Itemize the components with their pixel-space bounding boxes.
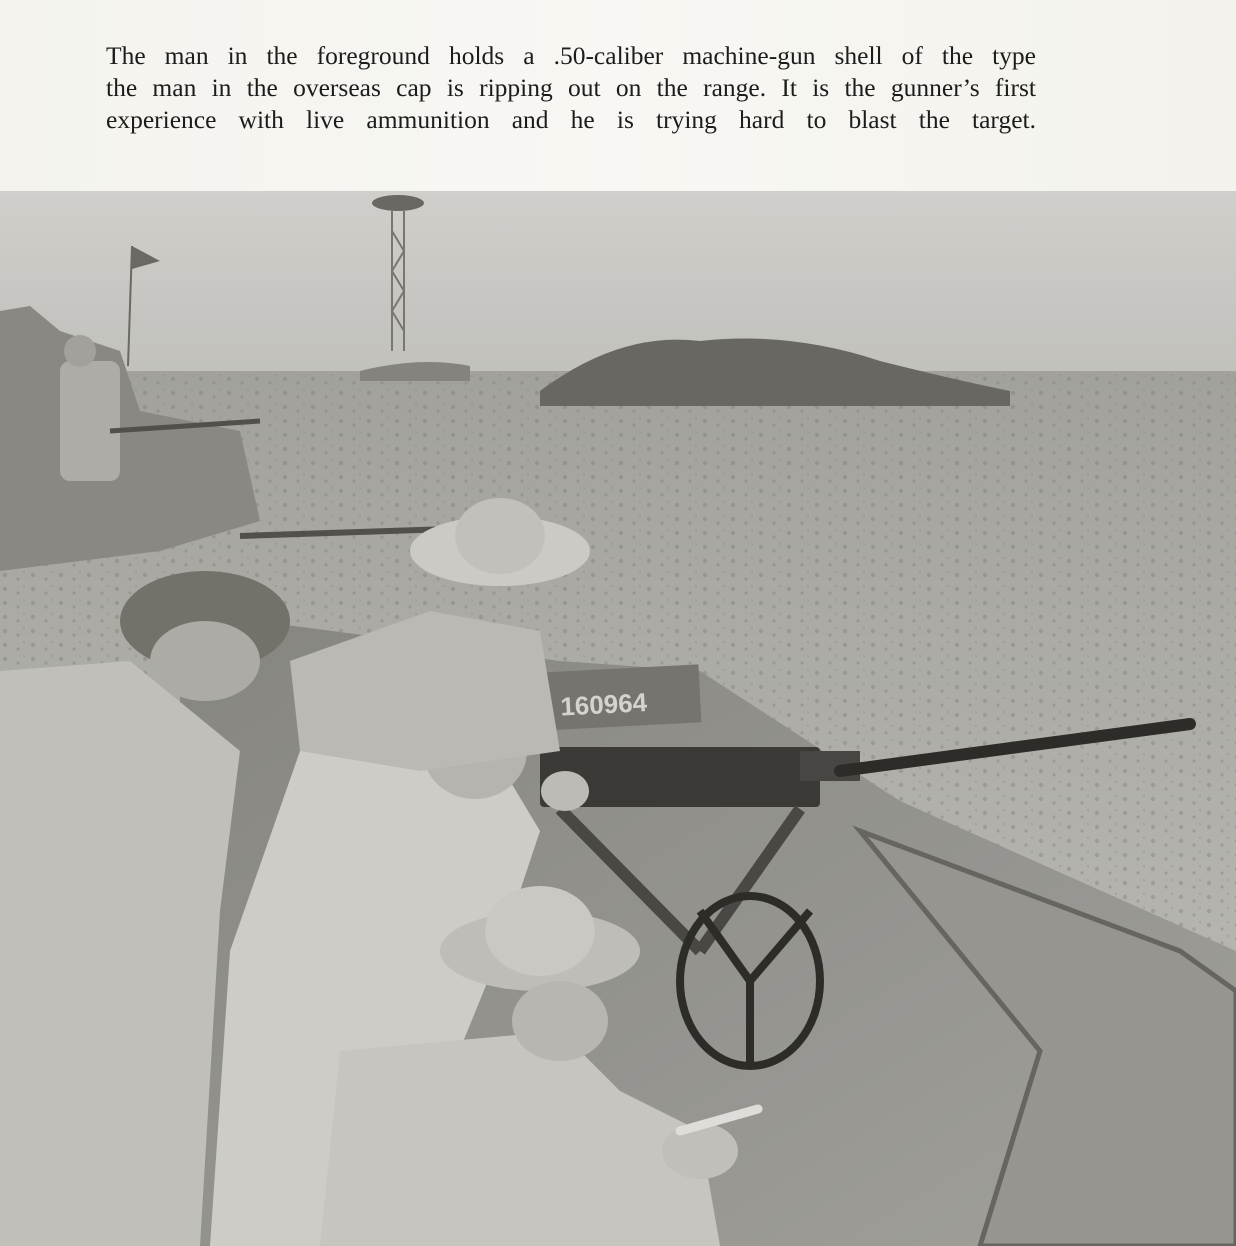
- vehicle-number: 160964: [559, 687, 648, 722]
- caption-line-3: experience with live ammunition and he is trying hard to blast the target.: [106, 105, 1036, 134]
- photo-caption: [106, 40, 1036, 136]
- photograph: [0, 191, 1236, 1246]
- photo-illustration: [0, 191, 1236, 1246]
- caption-line-2: the man in the overseas cap is ripping out on the range. It is the gunner’s first: [106, 73, 1036, 102]
- caption-line-1: The man in the foreground holds a .50-caliber machine-gun shell of the type: [106, 41, 1036, 70]
